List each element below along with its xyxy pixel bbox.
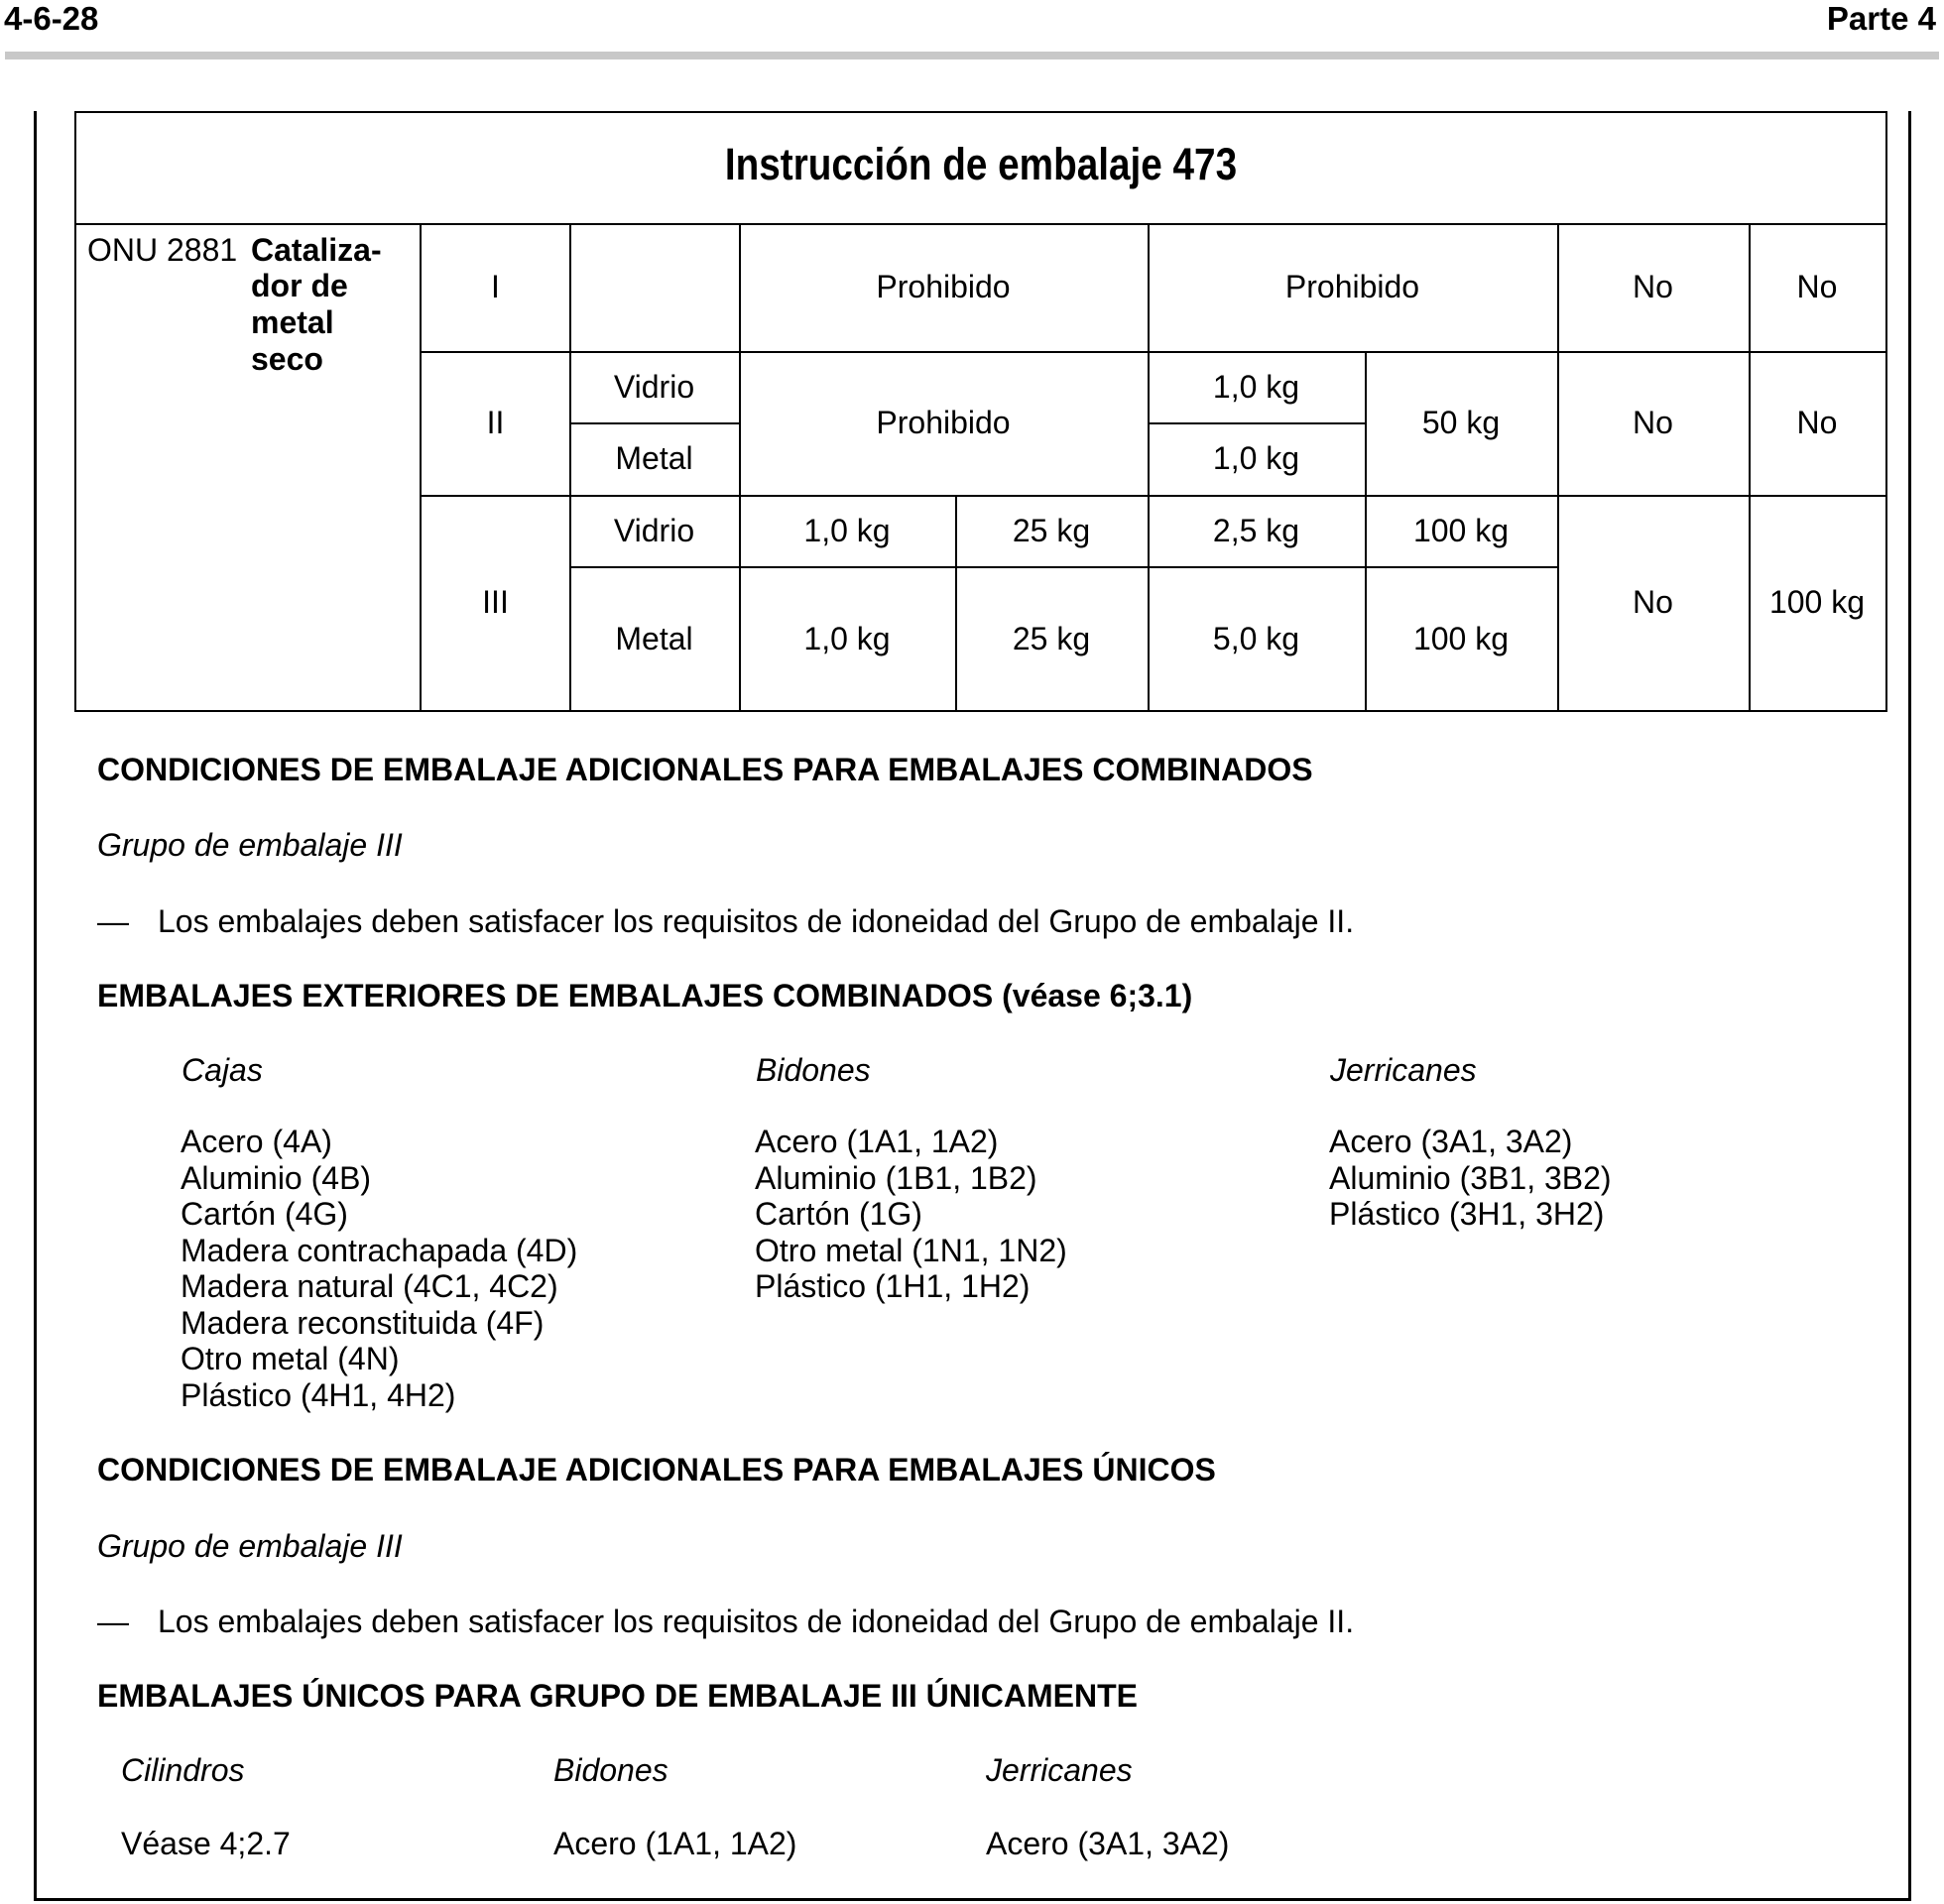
grid-line [74, 111, 76, 712]
bidones-list [755, 1124, 1067, 1305]
list-item: Acero (1A1, 1A2) [755, 1124, 999, 1159]
inner-packaging: Metal [615, 440, 693, 476]
cell-quantity: 2,5 kg [1212, 513, 1300, 548]
grid-line [569, 566, 1558, 568]
grid-line [1148, 422, 1365, 424]
cell-cargo: No [1633, 584, 1673, 620]
column-title: Cajas [182, 1052, 263, 1088]
list-item: Otro metal (1N1, 1N2) [755, 1232, 1067, 1268]
cell-quantity: 100 kg [1412, 513, 1510, 548]
column-title: Bidones [553, 1752, 668, 1788]
list-item: Aluminio (4B) [181, 1159, 372, 1196]
cell-single: Prohibido [1284, 269, 1420, 304]
cell-quantity: 100 kg [1412, 621, 1510, 656]
group-label: II [486, 405, 505, 440]
list-item: Plástico (4H1, 4H2) [181, 1376, 456, 1413]
cell-combined: Prohibido [876, 269, 1011, 304]
dash-bullet: — [97, 1604, 129, 1639]
section-heading: CONDICIONES DE EMBALAJE ADICIONALES PARA EMBALAJES COMBINADOS [97, 752, 1313, 787]
cell-quantity: 5,0 kg [1212, 621, 1300, 656]
grid-line [1885, 111, 1887, 712]
jerricanes-list [1329, 1124, 1612, 1233]
column-title: Cilindros [121, 1752, 245, 1788]
un-number: ONU 2881 [87, 232, 238, 268]
inner-packaging: Vidrio [613, 369, 695, 405]
section-heading: EMBALAJES ÚNICOS PARA GRUPO DE EMBALAJE III ÚNICAMENTE [97, 1678, 1138, 1714]
grid-line [420, 495, 1887, 497]
cell-max: No [1796, 269, 1838, 304]
list-item: Cartón (4G) [181, 1196, 348, 1232]
cell-quantity: 1,0 kg [1212, 440, 1300, 476]
column-title: Bidones [756, 1052, 871, 1088]
cell-cargo: No [1633, 269, 1673, 304]
list-item: Plástico (3H1, 3H2) [1329, 1196, 1605, 1232]
column-value: Acero (1A1, 1A2) [553, 1826, 797, 1861]
cell-quantity: 25 kg [1012, 513, 1091, 548]
group-label: III [482, 584, 509, 620]
page-number: 4-6-28 [4, 0, 99, 37]
packing-group-label: Grupo de embalaje III [97, 1528, 403, 1564]
condition-text: Los embalajes deben satisfacer los requisitos de idoneidad del Grupo de embalaje II. [158, 1604, 1355, 1639]
cell-cargo: No [1633, 405, 1673, 440]
cell-max: No [1796, 405, 1838, 440]
column-value: Véase 4;2.7 [121, 1826, 291, 1861]
grid-line [74, 710, 1887, 712]
column-value: Acero (3A1, 3A2) [986, 1826, 1230, 1861]
table-title: Instrucción de embalaje 473 [724, 139, 1238, 189]
list-item: Aluminio (1B1, 1B2) [755, 1159, 1037, 1196]
inner-packaging: Metal [615, 621, 693, 656]
group-label: I [491, 269, 500, 304]
list-item: Madera reconstituida (4F) [181, 1304, 545, 1341]
list-item: Madera natural (4C1, 4C2) [181, 1268, 558, 1304]
substance-name-line: metal [251, 304, 334, 340]
grid-line [569, 422, 739, 424]
grid-line [74, 111, 1887, 113]
condition-text: Los embalajes deben satisfacer los requisitos de idoneidad del Grupo de embalaje II. [158, 903, 1355, 939]
column-title: Jerricanes [1330, 1052, 1477, 1088]
inner-packaging: Vidrio [613, 513, 695, 548]
packing-table [0, 0, 1944, 714]
cell-max: 100 kg [1768, 584, 1866, 620]
cajas-list [181, 1124, 577, 1413]
cell-quantity: 25 kg [1012, 621, 1091, 656]
substance-name-line: dor de [251, 268, 348, 303]
frame-bottom [34, 1898, 1911, 1901]
list-item: Madera contrachapada (4D) [181, 1232, 578, 1268]
cell-combined: Prohibido [876, 405, 1011, 440]
substance-name-line: seco [251, 341, 323, 377]
dash-bullet: — [97, 903, 129, 939]
list-item: Acero (4A) [181, 1124, 332, 1159]
list-item: Acero (3A1, 3A2) [1329, 1124, 1573, 1159]
column-title: Jerricanes [986, 1752, 1133, 1788]
packing-group-label: Grupo de embalaje III [97, 827, 403, 863]
cell-total: 50 kg [1421, 405, 1501, 440]
list-item: Otro metal (4N) [181, 1341, 400, 1376]
grid-line [420, 351, 1887, 353]
substance-name-line: Cataliza- [251, 232, 382, 268]
cell-quantity: 1,0 kg [803, 621, 891, 656]
part-label: Parte 4 [1826, 0, 1936, 37]
cell-quantity: 1,0 kg [803, 513, 891, 548]
list-item: Aluminio (3B1, 3B2) [1329, 1159, 1612, 1196]
cell-quantity: 1,0 kg [1212, 369, 1300, 405]
list-item: Plástico (1H1, 1H2) [755, 1268, 1031, 1304]
section-heading: EMBALAJES EXTERIORES DE EMBALAJES COMBINADOS (véase 6;3.1) [97, 978, 1193, 1013]
list-item: Cartón (1G) [755, 1196, 922, 1232]
grid-line [74, 223, 1887, 225]
section-heading: CONDICIONES DE EMBALAJE ADICIONALES PARA EMBALAJES ÚNICOS [97, 1452, 1216, 1488]
